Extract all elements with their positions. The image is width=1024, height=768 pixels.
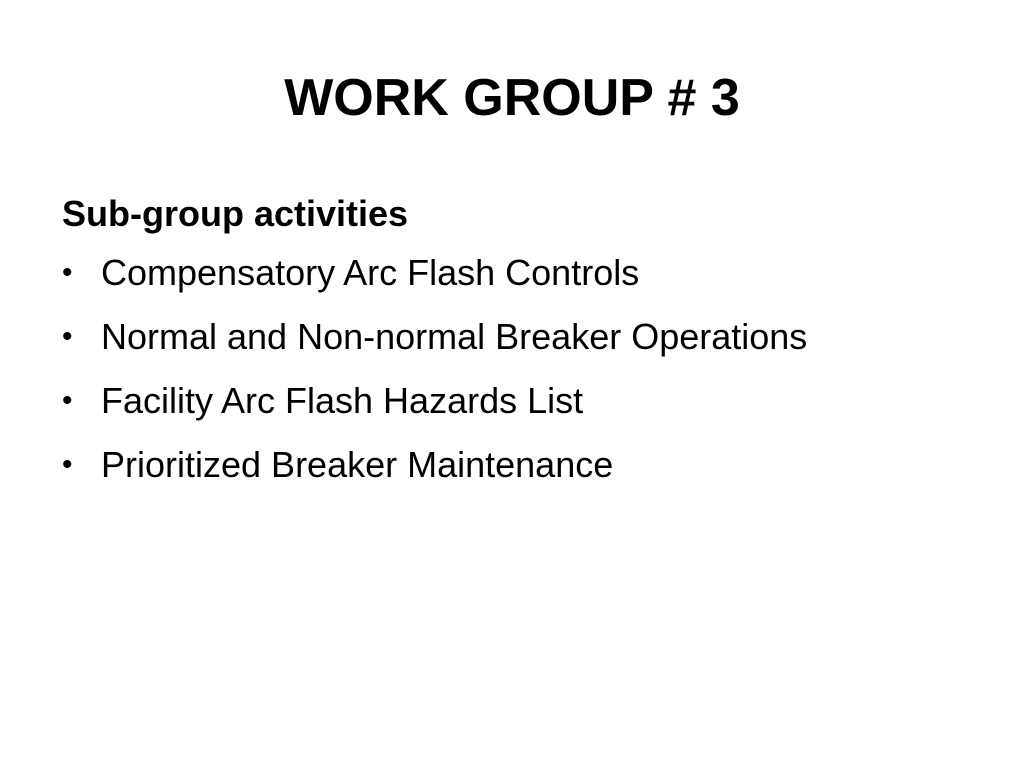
slide-title: WORK GROUP # 3 <box>284 69 740 127</box>
bullet-list <box>62 248 822 490</box>
bullet-text: Prioritized Breaker Maintenance <box>101 444 614 485</box>
slide-body <box>62 188 822 504</box>
bullet-icon: • <box>62 448 73 481</box>
bullet-icon: • <box>62 256 73 289</box>
bullet-text: Facility Arc Flash Hazards List <box>101 380 584 421</box>
bullet-item <box>62 248 822 298</box>
bullet-icon: • <box>62 320 73 353</box>
bullet-icon: • <box>62 384 73 417</box>
subheading: Sub-group activities <box>62 193 409 234</box>
bullet-text: Compensatory Arc Flash Controls <box>101 252 640 293</box>
bullet-text: Normal and Non-normal Breaker Operations <box>101 316 808 357</box>
bullet-item <box>62 376 822 426</box>
bullet-item <box>62 440 822 490</box>
bullet-item <box>62 312 822 362</box>
